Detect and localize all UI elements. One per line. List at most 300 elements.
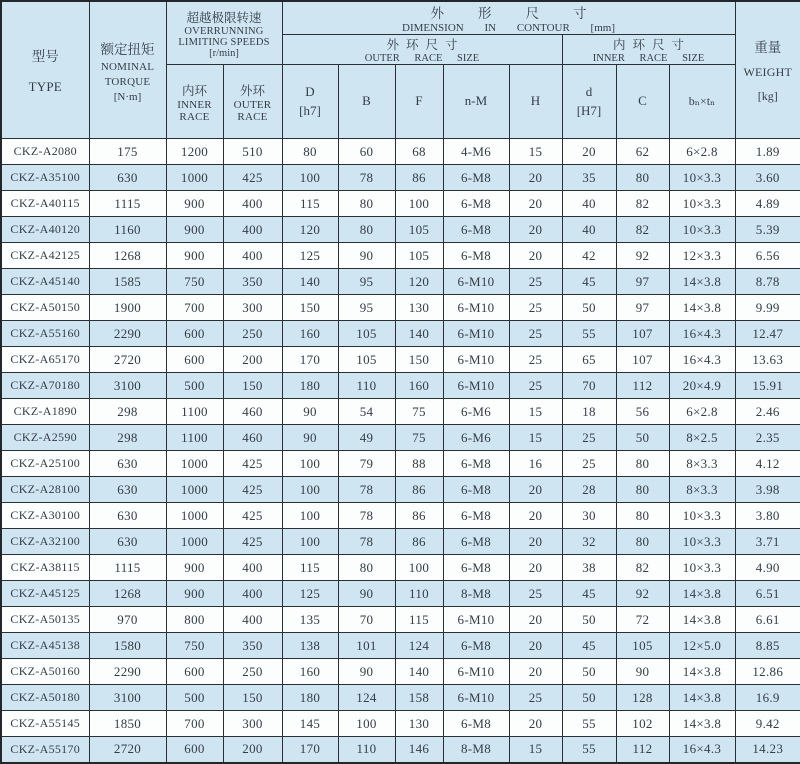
cell-dim-H: 20 [509,165,562,191]
cell-dim-B: 110 [338,737,395,763]
table-row [1,217,800,243]
table-row [1,269,800,295]
cell-speed-inner: 1100 [166,399,223,425]
cell-dim-B: 110 [338,373,395,399]
cell-torque: 2290 [89,321,166,347]
cell-dim-C: 107 [616,347,669,373]
cell-speed-outer: 350 [223,269,282,295]
table-row [1,503,800,529]
table-row [1,399,800,425]
cell-weight: 15.91 [735,373,800,399]
cell-dim-D: 138 [282,633,338,659]
cell-dim-D: 100 [282,451,338,477]
cell-speed-inner: 1200 [166,139,223,165]
cell-dim-bt: 6×2.8 [669,399,735,425]
cell-speed-inner: 900 [166,191,223,217]
cell-dim-D: 160 [282,321,338,347]
cell-torque: 1268 [89,581,166,607]
cell-dim-bt: 10×3.3 [669,165,735,191]
cell-weight: 6.56 [735,243,800,269]
cell-dim-F: 86 [395,529,443,555]
speeds-label-en1: OVERRUNNING [184,25,264,37]
cell-speed-outer: 400 [223,581,282,607]
cell-dim-d: 28 [562,477,616,503]
cell-dim-F: 120 [395,269,443,295]
cell-dim-C: 72 [616,607,669,633]
cell-speed-outer: 400 [223,191,282,217]
table-row [1,737,800,763]
cell-dim-bt: 20×4.9 [669,373,735,399]
col-header-outer-race-size [282,35,562,65]
table-row [1,243,800,269]
torque-label-en2: TORQUE [104,75,151,88]
cell-torque: 2720 [89,347,166,373]
cell-torque: 3100 [89,685,166,711]
cell-dim-D: 90 [282,425,338,451]
cell-dim-H: 20 [509,477,562,503]
cell-dim-F: 140 [395,659,443,685]
cell-dim-bt: 14×3.8 [669,711,735,737]
cell-dim-C: 128 [616,685,669,711]
cell-dim-H: 20 [509,191,562,217]
cell-dim-H: 20 [509,659,562,685]
cell-dim-D: 135 [282,607,338,633]
col-header-speed-outer [223,65,282,139]
cell-dim-C: 92 [616,581,669,607]
cell-dim-F: 130 [395,295,443,321]
cell-dim-D: 125 [282,581,338,607]
table-row [1,191,800,217]
cell-type: CKZ-A70180 [1,373,89,399]
cell-torque: 630 [89,165,166,191]
cell-dim-B: 79 [338,451,395,477]
speed-inner-en1: INNER [177,98,212,111]
cell-type: CKZ-A45125 [1,581,89,607]
cell-dim-d: 45 [562,581,616,607]
cell-dim-nM: 6-M10 [443,347,509,373]
cell-dim-B: 78 [338,165,395,191]
table-header [1,1,800,139]
cell-dim-bt: 14×3.8 [669,269,735,295]
cell-weight: 13.63 [735,347,800,373]
inner-size-label-en: INNER RACE SIZE [592,53,705,64]
header-band-1 [1,1,800,35]
cell-dim-bt: 14×3.8 [669,581,735,607]
table-row [1,321,800,347]
cell-weight: 1.89 [735,139,800,165]
cell-dim-B: 95 [338,269,395,295]
cell-weight: 9.42 [735,711,800,737]
speed-outer-zh: 外环 [239,83,265,98]
cell-dim-bt: 8×3.3 [669,451,735,477]
cell-dim-nM: 4-M6 [443,139,509,165]
cell-weight: 5.39 [735,217,800,243]
cell-dim-nM: 6-M8 [443,191,509,217]
cell-dim-bt: 14×3.8 [669,685,735,711]
cell-dim-D: 125 [282,243,338,269]
cell-dim-d: 70 [562,373,616,399]
torque-unit: [N·m] [113,90,142,103]
cell-dim-F: 160 [395,373,443,399]
cell-speed-inner: 900 [166,217,223,243]
cell-dim-C: 80 [616,165,669,191]
cell-dim-H: 15 [509,399,562,425]
table-row [1,659,800,685]
cell-dim-d: 42 [562,243,616,269]
cell-dim-bt: 8×2.5 [669,425,735,451]
cell-weight: 8.85 [735,633,800,659]
cell-dim-d: 50 [562,685,616,711]
cell-speed-outer: 400 [223,607,282,633]
cell-speed-inner: 500 [166,685,223,711]
cell-dim-F: 105 [395,243,443,269]
table-row [1,633,800,659]
col-header-speed-inner [166,65,223,139]
cell-dim-nM: 6-M8 [443,503,509,529]
cell-dim-bt: 14×3.8 [669,607,735,633]
cell-dim-nM: 6-M6 [443,399,509,425]
cell-dim-d: 55 [562,737,616,763]
cell-dim-C: 82 [616,555,669,581]
cell-dim-F: 115 [395,607,443,633]
cell-dim-F: 140 [395,321,443,347]
cell-speed-outer: 250 [223,659,282,685]
cell-dim-bt: 12×5.0 [669,633,735,659]
cell-dim-F: 86 [395,503,443,529]
cell-dim-F: 158 [395,685,443,711]
cell-dim-B: 80 [338,217,395,243]
table-row [1,529,800,555]
cell-weight: 6.51 [735,581,800,607]
cell-dim-C: 62 [616,139,669,165]
cell-dim-B: 124 [338,685,395,711]
cell-type: CKZ-A50160 [1,659,89,685]
cell-dim-H: 15 [509,737,562,763]
cell-dim-C: 50 [616,425,669,451]
cell-dim-D: 100 [282,503,338,529]
cell-type: CKZ-A55170 [1,737,89,763]
cell-torque: 1115 [89,555,166,581]
cell-dim-H: 20 [509,529,562,555]
dimension-unit: [mm] [590,22,615,34]
cell-dim-F: 110 [395,581,443,607]
cell-speed-outer: 350 [223,633,282,659]
cell-torque: 1900 [89,295,166,321]
cell-speed-inner: 600 [166,321,223,347]
table-row [1,555,800,581]
cell-type: CKZ-A38115 [1,555,89,581]
cell-dim-nM: 6-M10 [443,659,509,685]
cell-dim-C: 97 [616,295,669,321]
cell-speed-outer: 300 [223,295,282,321]
cell-dim-d: 50 [562,659,616,685]
cell-dim-H: 25 [509,685,562,711]
table-row [1,607,800,633]
col-header-d [562,65,616,139]
cell-dim-D: 160 [282,659,338,685]
cell-speed-outer: 400 [223,243,282,269]
col-header-dimension [282,1,735,35]
col-D-symbol: D [305,83,315,99]
col-d-symbol: d [585,83,593,99]
cell-dim-D: 100 [282,477,338,503]
cell-speed-inner: 1100 [166,425,223,451]
cell-dim-d: 38 [562,555,616,581]
cell-dim-nM: 6-M8 [443,633,509,659]
cell-dim-F: 86 [395,477,443,503]
cell-dim-B: 78 [338,529,395,555]
cell-dim-nM: 6-M8 [443,477,509,503]
cell-weight: 14.23 [735,737,800,763]
cell-dim-C: 80 [616,529,669,555]
table-row [1,581,800,607]
cell-dim-B: 90 [338,581,395,607]
type-label-zh: 型号 [31,49,59,64]
cell-dim-B: 101 [338,633,395,659]
cell-dim-B: 78 [338,477,395,503]
cell-weight: 4.90 [735,555,800,581]
cell-torque: 3100 [89,373,166,399]
cell-dim-B: 105 [338,321,395,347]
cell-speed-inner: 500 [166,373,223,399]
cell-torque: 1580 [89,633,166,659]
cell-dim-H: 25 [509,295,562,321]
cell-dim-nM: 6-M10 [443,295,509,321]
cell-dim-F: 150 [395,347,443,373]
cell-dim-d: 55 [562,321,616,347]
cell-dim-H: 20 [509,243,562,269]
speed-inner-en2: RACE [179,110,210,123]
cell-dim-C: 82 [616,191,669,217]
cell-dim-H: 25 [509,581,562,607]
cell-dim-nM: 6-M10 [443,321,509,347]
cell-dim-bt: 10×3.3 [669,217,735,243]
cell-dim-C: 80 [616,503,669,529]
cell-dim-D: 180 [282,685,338,711]
col-header-F: F [395,65,443,139]
table-row [1,685,800,711]
cell-dim-F: 75 [395,399,443,425]
cell-dim-d: 65 [562,347,616,373]
col-header-D [282,65,338,139]
cell-type: CKZ-A55160 [1,321,89,347]
cell-type: CKZ-A40120 [1,217,89,243]
cell-dim-d: 20 [562,139,616,165]
cell-speed-outer: 460 [223,399,282,425]
col-header-torque [89,1,166,139]
cell-dim-H: 25 [509,321,562,347]
cell-dim-d: 40 [562,217,616,243]
cell-weight: 12.86 [735,659,800,685]
cell-speed-inner: 1000 [166,165,223,191]
cell-dim-C: 102 [616,711,669,737]
cell-torque: 1850 [89,711,166,737]
cell-dim-bt: 12×3.3 [669,243,735,269]
cell-dim-D: 180 [282,373,338,399]
cell-dim-nM: 6-M10 [443,607,509,633]
cell-dim-bt: 16×4.3 [669,347,735,373]
cell-dim-nM: 8-M8 [443,581,509,607]
cell-type: CKZ-A35100 [1,165,89,191]
cell-dim-H: 20 [509,555,562,581]
cell-dim-B: 95 [338,295,395,321]
cell-dim-H: 20 [509,607,562,633]
table-row [1,425,800,451]
cell-dim-H: 20 [509,217,562,243]
torque-label-zh: 额定扭矩 [100,41,155,57]
cell-dim-F: 88 [395,451,443,477]
cell-dim-d: 50 [562,607,616,633]
cell-dim-D: 100 [282,165,338,191]
cell-speed-outer: 425 [223,451,282,477]
cell-torque: 1268 [89,243,166,269]
cell-dim-H: 25 [509,347,562,373]
cell-dim-C: 82 [616,217,669,243]
table-row [1,165,800,191]
cell-dim-B: 54 [338,399,395,425]
col-header-type [1,1,89,139]
cell-dim-bt: 14×3.8 [669,659,735,685]
outer-size-label-en: OUTER RACE SIZE [364,53,480,64]
table-row [1,451,800,477]
cell-dim-D: 170 [282,347,338,373]
cell-dim-C: 80 [616,451,669,477]
cell-dim-bt: 10×3.3 [669,191,735,217]
cell-dim-nM: 6-M8 [443,451,509,477]
cell-weight: 3.71 [735,529,800,555]
cell-dim-F: 130 [395,711,443,737]
cell-dim-nM: 6-M10 [443,373,509,399]
cell-dim-d: 25 [562,451,616,477]
cell-type: CKZ-A28100 [1,477,89,503]
col-header-C: C [616,65,669,139]
cell-dim-C: 80 [616,477,669,503]
cell-dim-C: 90 [616,659,669,685]
speeds-label-zh: 超越极限转速 [186,10,262,25]
cell-dim-bt: 10×3.3 [669,529,735,555]
cell-dim-d: 35 [562,165,616,191]
table-row [1,347,800,373]
cell-weight: 16.9 [735,685,800,711]
cell-speed-outer: 200 [223,737,282,763]
cell-dim-B: 90 [338,243,395,269]
cell-dim-B: 105 [338,347,395,373]
cell-dim-F: 105 [395,217,443,243]
cell-dim-D: 140 [282,269,338,295]
cell-weight: 2.46 [735,399,800,425]
cell-dim-D: 120 [282,217,338,243]
cell-speed-outer: 150 [223,685,282,711]
cell-speed-outer: 250 [223,321,282,347]
cell-speed-outer: 510 [223,139,282,165]
cell-torque: 1585 [89,269,166,295]
cell-dim-D: 170 [282,737,338,763]
cell-speed-inner: 1000 [166,503,223,529]
cell-type: CKZ-A25100 [1,451,89,477]
cell-dim-F: 75 [395,425,443,451]
cell-torque: 2290 [89,659,166,685]
cell-dim-B: 90 [338,659,395,685]
cell-type: CKZ-A45140 [1,269,89,295]
torque-label-en1: NOMINAL [100,60,155,73]
cell-dim-F: 68 [395,139,443,165]
cell-speed-inner: 600 [166,659,223,685]
cell-dim-nM: 6-M8 [443,165,509,191]
cell-dim-d: 45 [562,633,616,659]
cell-dim-D: 115 [282,555,338,581]
table-row [1,711,800,737]
cell-dim-bt: 10×3.3 [669,555,735,581]
cell-dim-C: 105 [616,633,669,659]
speeds-label-en2: LIMITING SPEEDS [178,36,270,48]
speed-outer-en1: OUTER [233,98,272,111]
cell-dim-F: 86 [395,165,443,191]
cell-weight: 4.89 [735,191,800,217]
inner-size-label-zh: 内环尺寸 [612,38,691,52]
cell-dim-nM: 6-M6 [443,425,509,451]
cell-dim-C: 107 [616,321,669,347]
cell-dim-d: 40 [562,191,616,217]
cell-dim-H: 20 [509,711,562,737]
cell-dim-B: 80 [338,191,395,217]
cell-speed-inner: 600 [166,737,223,763]
cell-speed-inner: 750 [166,633,223,659]
cell-dim-d: 32 [562,529,616,555]
cell-speed-outer: 300 [223,711,282,737]
cell-torque: 1160 [89,217,166,243]
col-header-weight [735,1,800,139]
cell-dim-d: 25 [562,425,616,451]
cell-dim-bt: 16×4.3 [669,737,735,763]
cell-dim-F: 100 [395,555,443,581]
cell-type: CKZ-A50180 [1,685,89,711]
cell-dim-H: 15 [509,425,562,451]
cell-speed-outer: 425 [223,477,282,503]
cell-weight: 4.12 [735,451,800,477]
cell-torque: 298 [89,399,166,425]
cell-speed-inner: 700 [166,295,223,321]
cell-dim-nM: 6-M8 [443,529,509,555]
cell-dim-D: 100 [282,529,338,555]
speed-outer-en2: RACE [237,110,268,123]
cell-dim-B: 80 [338,555,395,581]
cell-dim-D: 145 [282,711,338,737]
cell-dim-C: 56 [616,399,669,425]
cell-dim-B: 78 [338,503,395,529]
cell-dim-nM: 6-M8 [443,555,509,581]
outer-size-label-zh: 外环尺寸 [386,38,465,52]
col-header-bt: bₙ×tₙ [669,65,735,139]
cell-dim-F: 124 [395,633,443,659]
cell-speed-inner: 600 [166,347,223,373]
cell-type: CKZ-A42125 [1,243,89,269]
cell-speed-outer: 425 [223,529,282,555]
weight-label-en: WEIGHT [743,65,792,79]
cell-dim-H: 25 [509,373,562,399]
cell-dim-D: 80 [282,139,338,165]
cell-type: CKZ-A50150 [1,295,89,321]
cell-type: CKZ-A65170 [1,347,89,373]
cell-dim-H: 20 [509,633,562,659]
col-header-B: B [338,65,395,139]
cell-weight: 2.35 [735,425,800,451]
col-header-limiting-speeds [166,1,282,65]
cell-type: CKZ-A2590 [1,425,89,451]
col-d-tolerance: [H7] [576,102,602,118]
cell-dim-d: 30 [562,503,616,529]
col-header-H: H [509,65,562,139]
cell-dim-bt: 16×4.3 [669,321,735,347]
